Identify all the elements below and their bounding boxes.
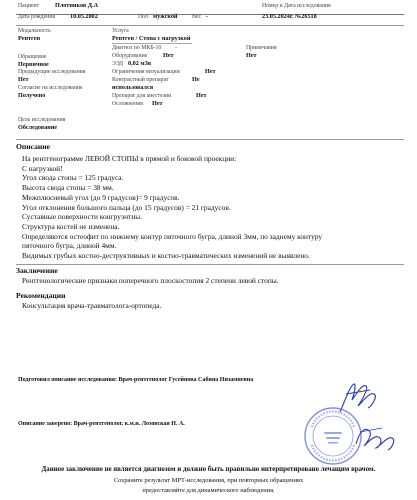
recommendations-text: Консультация врача-травматолога-ортопеда. — [22, 301, 162, 310]
certified-by: Описание заверено: Врач-рентгенолог, к.м.н. Лозовская Н. А. — [18, 421, 185, 427]
description-line: Угол свода стопы = 125 градуса. — [22, 173, 124, 183]
sex-value: мужской — [153, 13, 178, 20]
visit-label: Обращение — [18, 54, 47, 60]
signature-2 — [352, 420, 402, 454]
consent-label: Согласие на исследование — [18, 85, 83, 91]
number-label: Номер и Дата исследования — [262, 3, 331, 9]
patient-label: Пациент — [18, 3, 40, 9]
viz-label: Ограничения визуализации — [112, 69, 180, 75]
compl-label: Осложнения — [112, 101, 143, 107]
description-line: Определяются остеофит по нижнему контур пяточного бугра, длиной 3мм, по заднему контуру — [22, 231, 323, 241]
footer-disclaimer: Данное заключение не является диагнозом и должно быть правильно интерпретировано лечащим врачом. — [41, 466, 376, 473]
footer-note-1: Сохраните результат МРТ-исследования, при повторных обращениях — [113, 477, 304, 484]
purpose-value: Обследование — [18, 124, 58, 131]
service-label: Услуга — [112, 28, 129, 34]
footer-note-2: предоставляйте для динамического наблюдения. — [142, 487, 275, 494]
contrast-label: Контрастный препарат — [112, 77, 169, 83]
description-line: Видимых грубых костно-деструктивных и костно-травматических изменений не выявлено. — [22, 251, 310, 260]
ezd-value: 0,02 мЗв — [128, 60, 152, 67]
anesth-label: Препарат для анестезии — [112, 93, 172, 99]
equipment-label: Оборудование — [112, 53, 148, 59]
recommendations-title: Рекомендации — [16, 291, 66, 300]
description-line: Суставные поверхности конгруэнтны. — [22, 212, 143, 222]
dob-label: Дата рождения — [18, 14, 56, 20]
diag-label: Диагноз по МКБ-10 — [112, 45, 162, 51]
equipment-value: Нет — [163, 52, 174, 59]
notes-value: Нет — [246, 52, 257, 59]
purpose-label: Цель исследования — [18, 117, 66, 123]
compl-value: Нет — [152, 100, 163, 107]
modality-value: Рентген — [18, 35, 41, 42]
viz-value: Нет — [205, 68, 216, 75]
number-value: 23.05.2024г. №26518 — [262, 13, 317, 20]
dob-value: 10.05.2002 — [70, 13, 98, 20]
consent-value: Получено — [18, 92, 46, 99]
sex-label: Пол — [138, 14, 148, 20]
visit-value: Первичное — [18, 61, 49, 68]
description-line: С нагрузкой! — [22, 163, 63, 173]
weight-value: - — [206, 13, 209, 20]
prepared-by: Подготовил описание исследования: Врач-рентгенолог Гусейнова Сабина Низамиевна — [18, 377, 254, 383]
ezd-label: ЭЭД — [112, 61, 124, 67]
notes-label: Примечания — [246, 45, 277, 51]
weight-label: Вес — [192, 14, 202, 20]
contrast-value: Не — [192, 76, 200, 83]
conclusion-title: Заключение — [16, 266, 58, 275]
description-title: Описание — [16, 142, 51, 151]
description-line: Высота свода стопы = 38 мм. — [22, 183, 114, 193]
prev-value: Нет — [18, 76, 29, 83]
prev-label: Предыдущие исследования — [18, 69, 86, 75]
description-line: пяточного бугра, длиной 4мм. — [22, 241, 117, 251]
anesth-value: Нет — [196, 92, 207, 99]
contrast-value-cont: использовался — [112, 84, 154, 91]
description-line: На рентгенограмме ЛЕВОЙ СТОПЫ в прямой и боковой проекции: — [22, 154, 237, 163]
diag-value: - — [175, 45, 177, 51]
patient-name: Плотников Д.А — [55, 2, 99, 9]
modality-label: Модальность — [18, 28, 51, 34]
service-value: Рентген / Стопа с нагрузкой — [112, 35, 191, 42]
description-line: Угол отклонения большого пальца (до 15 градусов) = 21 градусов. — [22, 202, 231, 212]
conclusion-text: Рентгенологические признаки поперечного плоскостопия 2 степени левой стопы. — [22, 276, 279, 285]
description-line: Межплюсневый угол (до 9 градусов)= 9 градусов. — [22, 192, 180, 202]
description-line: Структура костей не изменена. — [22, 221, 120, 231]
